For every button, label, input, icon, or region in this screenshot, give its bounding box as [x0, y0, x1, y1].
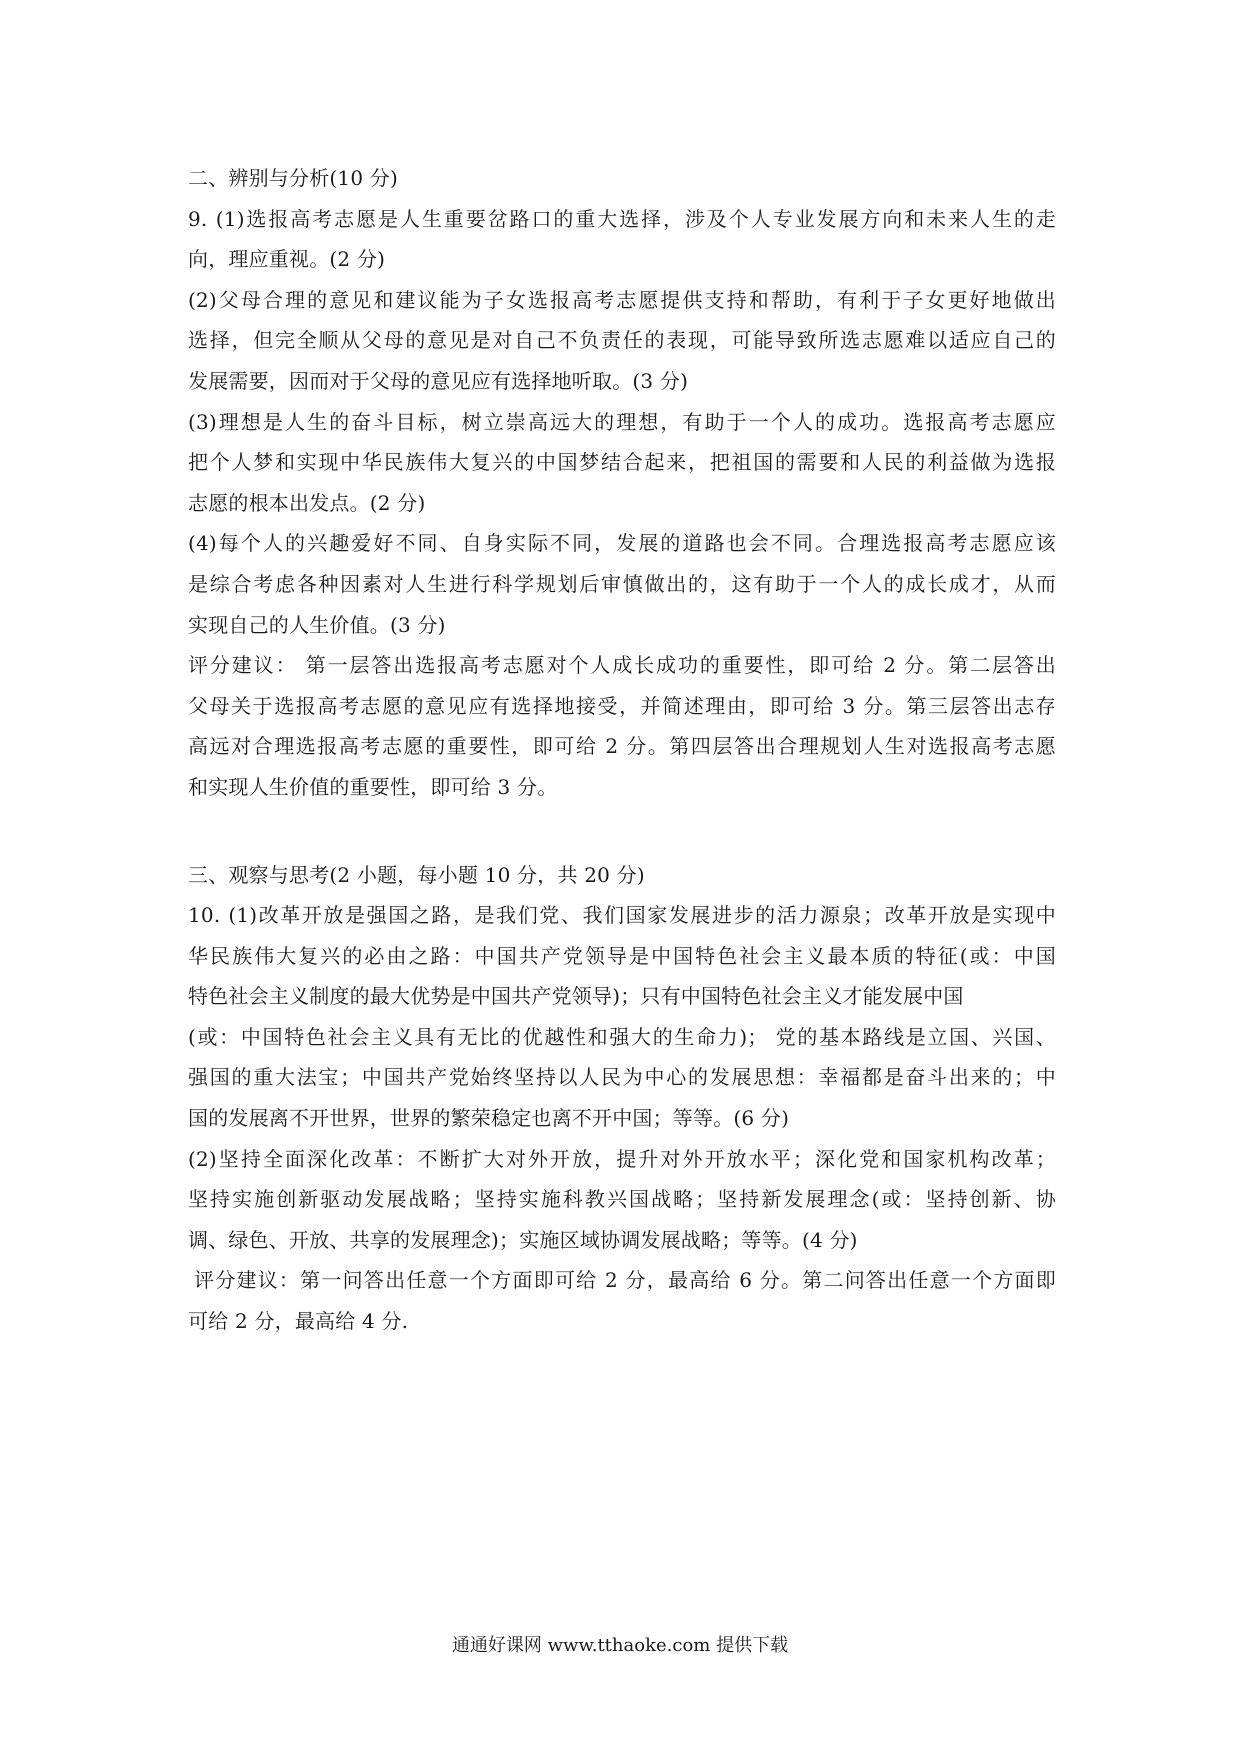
answer-line: 特色社会主义制度的最大优势是中国共产党领导)；只有中国特色社会主义才能发展中国 [188, 984, 964, 1009]
scoring-line: 父母关于选报高考志愿的意见应有选择地接受，并简述理由，即可给 3 分。第三层答出志存 [188, 693, 1056, 718]
answer-line: (2)坚持全面深化改革：不断扩大对外开放，提升对外开放水平；深化党和国家机构改革； [188, 1146, 1056, 1171]
scoring-line: 高远对合理选报高考志愿的重要性，即可给 2 分。第四层答出合理规划人生对选报高考志愿 [188, 734, 1056, 759]
answer-line: 发展需要，因而对于父母的意见应有选择地听取。(3 分) [188, 368, 689, 393]
answer-line: 把个人梦和实现中华民族伟大复兴的中国梦结合起来，把祖国的需要和人民的利益做为选报 [188, 450, 1056, 475]
answer-line: (4)每个人的兴趣爱好不同、自身实际不同，发展的道路也会不同。合理选报高考志愿应该 [188, 531, 1056, 556]
section-heading-3: 三、观察与思考(2 小题，每小题 10 分，共 20 分) [188, 862, 645, 887]
answer-line: (3)理想是人生的奋斗目标，树立崇高远大的理想，有助于一个人的成功。选报高考志愿应 [188, 409, 1056, 434]
answer-line: 向，理应重视。(2 分) [188, 247, 386, 272]
answer-line: (2)父母合理的意见和建议能为子女选报高考志愿提供支持和帮助，有利于子女更好地做出 [188, 287, 1056, 312]
answer-line: 选择，但完全顺从父母的意见是对自己不负责任的表现，可能导致所选志愿难以适应自己的 [188, 328, 1056, 353]
answer-line: 国的发展离不开世界，世界的繁荣稳定也离不开中国；等等。(6 分) [188, 1106, 790, 1131]
answer-line: 9. (1)选报高考志愿是人生重要岔路口的重大选择，涉及个人专业发展方向和未来人生的走 [188, 206, 1056, 231]
answer-line: 强国的重大法宝；中国共产党始终坚持以人民为中心的发展思想：幸福都是奋斗出来的；中 [188, 1065, 1056, 1090]
scoring-line: 和实现人生价值的重要性，即可给 3 分。 [188, 774, 558, 799]
answer-line: (或：中国特色社会主义具有无比的优越性和强大的生命力)； 党的基本路线是立国、兴国、 [188, 1024, 1056, 1049]
answer-line: 调、绿色、开放、共享的发展理念)；实施区域协调发展战略；等等。(4 分) [188, 1227, 858, 1252]
answer-line: 华民族伟大复兴的必由之路：中国共产党领导是中国特色社会主义最本质的特征(或：中国 [188, 943, 1056, 968]
answer-line: 是综合考虑各种因素对人生进行科学规划后审慎做出的，这有助于一个人的成长成才，从而 [188, 571, 1056, 596]
scoring-line: 可给 2 分，最高给 4 分. [188, 1309, 409, 1334]
answer-line: 志愿的根本出发点。(2 分) [188, 490, 426, 515]
section-spacer [188, 808, 1056, 855]
document-body [188, 158, 1056, 1342]
section-heading-2: 二、辨别与分析(10 分) [188, 166, 399, 190]
answer-line: 实现自己的人生价值。(3 分) [188, 612, 446, 637]
answer-line: 坚持实施创新驱动发展战略；坚持实施科教兴国战略；坚持新发展理念(或：坚持创新、协 [188, 1187, 1056, 1212]
scoring-line: 评分建议：第一问答出任意一个方面即可给 2 分，最高给 6 分。第二问答出任意一个方面即 [194, 1268, 1056, 1293]
scoring-line: 评分建议： 第一层答出选报高考志愿对个人成长成功的重要性，即可给 2 分。第二层答出 [188, 653, 1056, 678]
answer-line: 10. (1)改革开放是强国之路，是我们党、我们国家发展进步的活力源泉；改革开放是实现中 [188, 903, 1056, 928]
page-footer: 通通好课网 www.tthaoke.com 提供下载 [451, 1635, 789, 1656]
